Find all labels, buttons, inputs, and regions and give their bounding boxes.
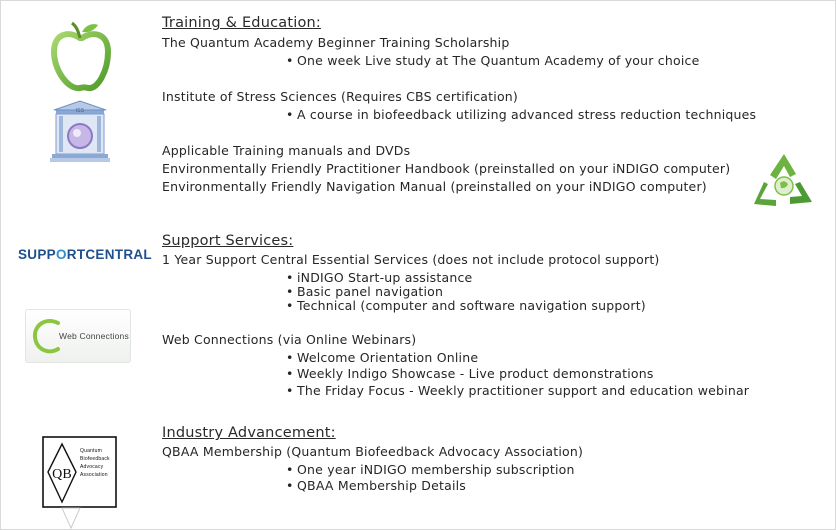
- web-bullet: • Welcome Orientation Online: [286, 350, 478, 366]
- stress-institute-bullet: • A course in biofeedback utilizing advanced stress reduction techniques: [286, 107, 756, 123]
- web-connections-line: Web Connections (via Online Webinars): [162, 332, 417, 347]
- quantum-academy-bullet: • One week Live study at The Quantum Academy of your choice: [286, 53, 699, 69]
- qbaa-line: QBAA Membership (Quantum Biofeedback Advocacy Association): [162, 444, 584, 459]
- web-bullet: • Weekly Indigo Showcase - Live product demonstrations: [286, 366, 654, 382]
- practitioner-handbook-line: Environmentally Friendly Practitioner Handbook (preinstalled on your iNDIGO computer): [162, 161, 731, 176]
- apple-logo: [50, 20, 112, 92]
- qbaa-bullet: • QBAA Membership Details: [286, 478, 466, 494]
- svg-text:ISS: ISS: [75, 108, 85, 114]
- web-connections-swoosh-icon: [32, 317, 62, 355]
- industry-heading: Industry Advancement:: [162, 425, 336, 441]
- support-bullet: • iNDIGO Start-up assistance: [286, 270, 472, 286]
- training-manuals-line: Applicable Training manuals and DVDs: [162, 143, 411, 158]
- svg-text:Biofeedback: Biofeedback: [80, 456, 110, 462]
- svg-text:Quantum: Quantum: [80, 448, 102, 454]
- support-heading: Support Services:: [162, 233, 294, 249]
- stress-institute-line: Institute of Stress Sciences (Requires CBS certification): [162, 89, 518, 104]
- support-bullet: • Technical (computer and software navigation support): [286, 298, 646, 314]
- year-support-line: 1 Year Support Central Essential Services (does not include protocol support): [162, 252, 660, 267]
- svg-text:Association: Association: [80, 472, 108, 478]
- qbaa-logo: [42, 436, 118, 530]
- support-central-logo: SUPPORTCENTRAL: [18, 247, 152, 262]
- web-connections-logo: [25, 309, 131, 363]
- web-bullet: • The Friday Focus - Weekly practitioner support and education webinar: [286, 383, 749, 399]
- svg-text:QB: QB: [52, 467, 72, 482]
- training-heading: Training & Education:: [162, 15, 322, 31]
- navigation-manual-line: Environmentally Friendly Navigation Manual (preinstalled on your iNDIGO computer): [162, 179, 707, 194]
- web-connections-logo-text: Web Connections: [59, 331, 129, 341]
- svg-text:Advocacy: Advocacy: [80, 464, 104, 470]
- iss-logo: [48, 100, 112, 168]
- support-bullet: • Basic panel navigation: [286, 284, 443, 300]
- qbaa-bullet: • One year iNDIGO membership subscription: [286, 462, 575, 478]
- quantum-academy-line: The Quantum Academy Beginner Training Scholarship: [162, 35, 510, 50]
- recycle-logo: [750, 148, 818, 214]
